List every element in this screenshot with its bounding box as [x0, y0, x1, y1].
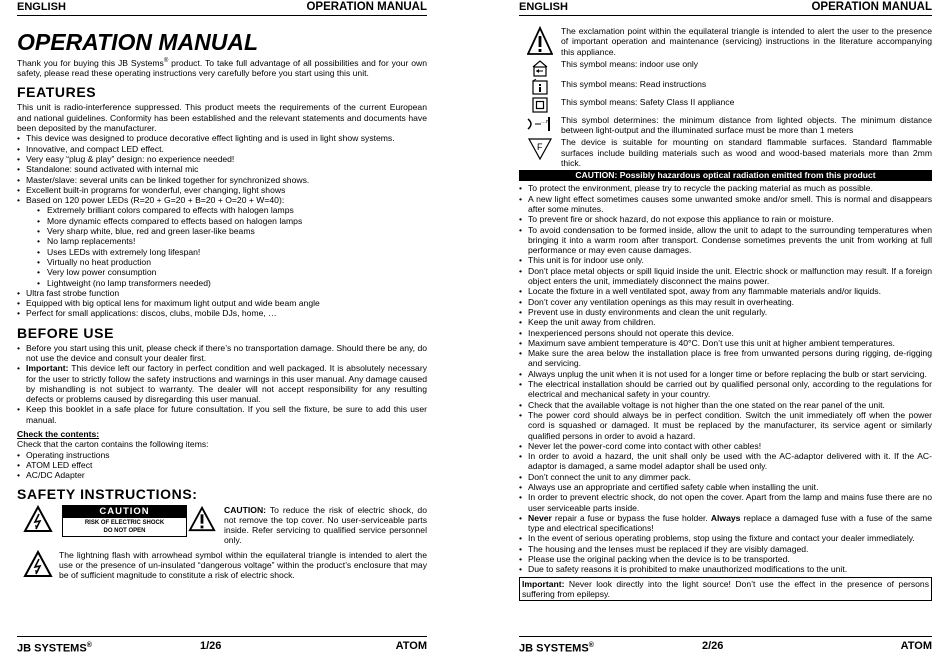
symbol-row	[519, 26, 932, 57]
before-use-item: • Keep this booklet in a safe place for future consultation. If you sell the fixture, be sure to add this user manual.	[17, 404, 427, 425]
caution-paragraph	[224, 505, 427, 546]
check-contents-intro: Check that the carton contains the following items:	[17, 439, 209, 450]
safety-item: • Inexperienced persons should not operate this device.	[519, 328, 932, 338]
safety-item: • A new light effect sometimes causes some unwanted smoke and/or smell. This is normal and disappears after some minutes.	[519, 194, 932, 215]
feature-item: • Very easy “plug & play” design: no experience needed!	[17, 154, 427, 164]
safety-list	[519, 183, 932, 574]
symbol-text: This symbol determines: the minimum distance from lighted objects. The minimum distance between light-output and the illuminated surface must be more than 1 meters	[561, 114, 932, 136]
feature-item: • Perfect for small applications: discos, clubs, mobile DJs, home, …	[17, 308, 427, 318]
symbol-row	[519, 97, 932, 113]
page-number: 1/26	[200, 640, 222, 652]
safety-item: • To protect the environment, please try to recycle the packing material as much as possible.	[519, 183, 932, 193]
safety-item: • To avoid condensation to be formed inside, allow the unit to adapt to the surrounding temperatures when bringing it into a warm room after transport. Condense sometimes prevents the unit from working at full performance or may even cause damages.	[519, 225, 932, 256]
lightning-triangle-icon	[17, 550, 59, 578]
contents-item: • AC/DC Adapter	[17, 470, 427, 480]
symbol-text: This symbol means: Read instructions	[561, 78, 707, 89]
exclamation-triangle-icon	[519, 26, 561, 56]
contents-item: • Operating instructions	[17, 450, 427, 460]
important-notice	[519, 577, 932, 602]
safety-item: • The electrical installation should be carried out by qualified personal only, according to the regulations for electrical and mechanical safety in your country.	[519, 379, 932, 400]
safety-item: • Don’t connect the unit to any dimmer pack.	[519, 472, 932, 482]
page-footer	[17, 636, 427, 655]
safety-item: • Don’t place metal objects or spill liquid inside the unit. Electric shock or malfunction may result. If a foreign object enters the unit, immediately disconnect the mains power.	[519, 266, 932, 287]
exclamation-triangle-icon	[188, 505, 216, 533]
page-title: OPERATION MANUAL	[17, 29, 259, 55]
caution-text: To reduce the risk of electric shock, do not remove the top cover. No user-serviceable parts inside. Refer servicing to qualified service personnel only.	[224, 504, 427, 546]
caution-label-subtitle	[62, 518, 187, 537]
symbol-text: This symbol means: Safety Class II appliance	[561, 96, 735, 107]
led-subfeatures-list	[17, 205, 427, 287]
symbol-list	[519, 26, 932, 168]
before-use-list	[17, 343, 427, 425]
caution-label-line1: RISK OF ELECTRIC SHOCK	[84, 519, 165, 526]
safety-item: • In the event of serious operating problems, stop using the fixture and contact your dealer immediately.	[519, 533, 932, 543]
feature-item: • Based on 120 power LEDs (R=20 + G=20 + B=20 + O=20 + W=40):	[17, 195, 427, 205]
always-label: Always	[710, 512, 741, 523]
safety-item: • Please use the original packing when the device is to be transported.	[519, 554, 932, 564]
safety-item: • Keep the unit away from children.	[519, 317, 932, 327]
safety-item: • Never let the power-cord come into contact with other cables!	[519, 441, 932, 451]
safety-item: • Make sure the area below the installation place is free from unwanted persons during rigging, de-rigging and servicing.	[519, 348, 932, 369]
safety-item: • Always unplug the unit when it is not used for a longer time or before replacing the bulb or start servicing.	[519, 369, 932, 379]
intro-text-b: product. To take full advantage of all possibilities and for your own safety, please read these operating instructions very carefully before you start using this unit.	[17, 57, 427, 79]
page-header	[17, 0, 427, 16]
before-use-heading: BEFORE USE	[17, 324, 115, 341]
always-text: replace a damaged fuse with a fuse of the same type and electrical specifications!	[528, 512, 932, 534]
safety-item: • Due to safety reasons it is prohibited to make unauthorized modifications to the unit.	[519, 564, 932, 574]
indoor-use-icon	[519, 59, 561, 77]
led-subfeature-item: • Uses LEDs with extremely long lifespan!	[17, 247, 427, 257]
symbol-row	[519, 115, 932, 136]
svg-text:F: F	[537, 142, 543, 153]
feature-item: • Ultra fast strobe function	[17, 288, 427, 298]
features-intro: This unit is radio-interference suppressed. This product meets the requirements of the current European and national guidelines. Conformity has been established and the relevant statements and documents have been deposited by the manufacturer.	[17, 102, 427, 134]
safety-item: • Maximum save ambient temperature is 40°C. Don’t use this unit at higher ambient temperatures.	[519, 338, 932, 348]
contents-list	[17, 450, 427, 481]
header-language: ENGLISH	[519, 1, 568, 13]
never-label: Never	[528, 512, 552, 523]
page-number: 2/26	[702, 640, 724, 652]
safety-item: • To prevent fire or shock hazard, do not expose this appliance to rain or moisture.	[519, 214, 932, 224]
safety-item: • Prevent use in dusty environments and clean the unit regularly.	[519, 307, 932, 317]
header-language: ENGLISH	[17, 1, 66, 13]
safety-item: • This unit is for indoor use only.	[519, 255, 932, 265]
important-text: This device left our factory in perfect condition and well packaged. It is absolutely necessary for the user to strictly follow the safety instructions and warnings in this user manual. Any damage caused by mishandling is not subject to warranty. The dealer will not accept responsibility for any resulting defects or problems caused by disregarding this user manual.	[26, 363, 427, 405]
footer-model: ATOM	[900, 640, 932, 652]
never-text: repair a fuse or bypass the fuse holder.	[551, 512, 711, 523]
footer-brand-text: JB SYSTEMS	[519, 642, 589, 655]
optical-radiation-banner: CAUTION: Possibly hazardous optical radiation emitted from this product	[519, 170, 932, 181]
important-text: Never look directly into the light source! Don’t use the effect in the presence of persons suffering from epilepsy.	[522, 578, 929, 599]
footer-brand-text: JB SYSTEMS	[17, 642, 87, 655]
footer-model: ATOM	[395, 640, 427, 652]
led-subfeature-item: • Very sharp white, blue, red and green laser-like beams	[17, 226, 427, 236]
contents-item: • ATOM LED effect	[17, 460, 427, 470]
safety-item: • Don’t cover any ventilation openings as this may result in overheating.	[519, 297, 932, 307]
feature-item: • Excellent built-in programs for wonderful, ever changing, light shows	[17, 185, 427, 195]
important-label: Important:	[522, 578, 565, 589]
led-subfeature-item: • Extremely brilliant colors compared to effects with halogen lamps	[17, 205, 427, 215]
header-title: OPERATION MANUAL	[306, 1, 427, 13]
class-ii-icon	[519, 97, 561, 113]
features-list-more	[17, 288, 427, 319]
safety-item: • In order to prevent electric shock, do not open the cover. Apart from the lamp and mains fuse there are no user serviceable parts inside.	[519, 492, 932, 513]
symbol-text: The device is suitable for mounting on standard flammable surfaces. Standard flammable surfaces include building materials such as wood and wood-based materials more than 2mm thick.	[561, 137, 932, 169]
symbol-text: This symbol means: indoor use only	[561, 58, 699, 69]
intro-registered-mark: ®	[163, 58, 169, 64]
led-subfeature-item: • No lamp replacements!	[17, 236, 427, 246]
caution-bold: CAUTION:	[224, 504, 267, 515]
feature-item: • Equipped with big optical lens for maximum light output and wide beam angle	[17, 298, 427, 308]
header-title: OPERATION MANUAL	[811, 1, 932, 13]
caution-label	[62, 505, 187, 537]
safety-item: • In order to avoid a hazard, the unit shall only be used with the AC-adaptor delivered with it. If the AC-adaptor is damaged, a same model adaptor shall be used only.	[519, 451, 932, 472]
feature-item: • Standalone: sound activated with internal mic	[17, 164, 427, 174]
page-header	[519, 0, 932, 16]
feature-item: • Master/slave: several units can be linked together for synchronized shows.	[17, 175, 427, 185]
led-subfeature-item: • Lightweight (no lamp transformers needed)	[17, 278, 427, 288]
left-page	[17, 0, 427, 654]
symbol-row	[519, 79, 932, 95]
left-page-body	[17, 28, 427, 581]
right-page	[519, 0, 932, 654]
check-contents-heading: Check the contents:	[17, 429, 100, 440]
features-list	[17, 133, 427, 205]
lightning-row	[17, 550, 427, 581]
lightning-paragraph: The lightning flash with arrowhead symbol within the equilateral triangle is intended to alert the use or the presence of un-insulated “dangerous voltage” within the product’s enclosure that may be of sufficient magnitude to constitute a risk of electric shock.	[59, 549, 427, 581]
caution-label-title: CAUTION	[62, 505, 187, 518]
safety-item: • The power cord should always be in perfect condition. Switch the unit immediately off when the power cord is squashed or damaged. It must be replaced by the manufacturer, its service agent or similarly qualified persons in order to avoid a hazard.	[519, 410, 932, 441]
footer-registered-mark: ®	[588, 642, 594, 649]
safety-item: • Locate the fixture in a well ventilated spot, away from any flammable materials and/or liquids.	[519, 286, 932, 296]
led-subfeature-item: • Virtually no heat production	[17, 257, 427, 267]
led-subfeature-item: • Very low power consumption	[17, 267, 427, 277]
caution-label-line2: DO NOT OPEN	[103, 527, 146, 534]
before-use-item: • Before you start using this unit, please check if there’s no transportation damage. Should there be any, do not use the device and consult your dealer first.	[17, 343, 427, 364]
right-page-body	[519, 26, 932, 601]
before-use-item	[17, 363, 427, 404]
min-distance-icon	[519, 115, 561, 133]
safety-heading: SAFETY INSTRUCTIONS:	[17, 485, 198, 502]
safety-item	[519, 513, 932, 534]
safety-item: • Always use an appropriate and certified safety cable when installing the unit.	[519, 482, 932, 492]
symbol-row	[519, 137, 932, 168]
symbol-row	[519, 59, 932, 77]
led-subfeature-item: • More dynamic effects compared to effects based on halogen lamps	[17, 216, 427, 226]
intro-paragraph	[17, 56, 427, 78]
read-instructions-icon	[519, 79, 561, 95]
caution-row	[17, 505, 427, 546]
important-label: Important:	[26, 363, 69, 374]
page-footer	[519, 636, 932, 655]
lightning-triangle-icon	[17, 505, 59, 533]
footer-registered-mark: ®	[86, 642, 92, 649]
symbol-text: The exclamation point within the equilateral triangle is intended to alert the user to the presence of important operation and maintenance (servicing) instructions in the literature accompanying this appliance.	[561, 26, 932, 57]
feature-item: • Innovative, and compact LED effect.	[17, 144, 427, 154]
flammable-surface-icon	[519, 137, 561, 161]
safety-item: • The housing and the lenses must be replaced if they are visibly damaged.	[519, 544, 932, 554]
intro-text-a: Thank you for buying this JB Systems	[17, 57, 164, 68]
features-heading: FEATURES	[17, 84, 97, 101]
distance-icon-label: …m	[541, 118, 551, 125]
feature-item: • This device was designed to produce decorative effect lighting and is used in light show systems.	[17, 133, 427, 143]
safety-item: • Check that the available voltage is not higher than the one stated on the rear panel of the unit.	[519, 400, 932, 410]
